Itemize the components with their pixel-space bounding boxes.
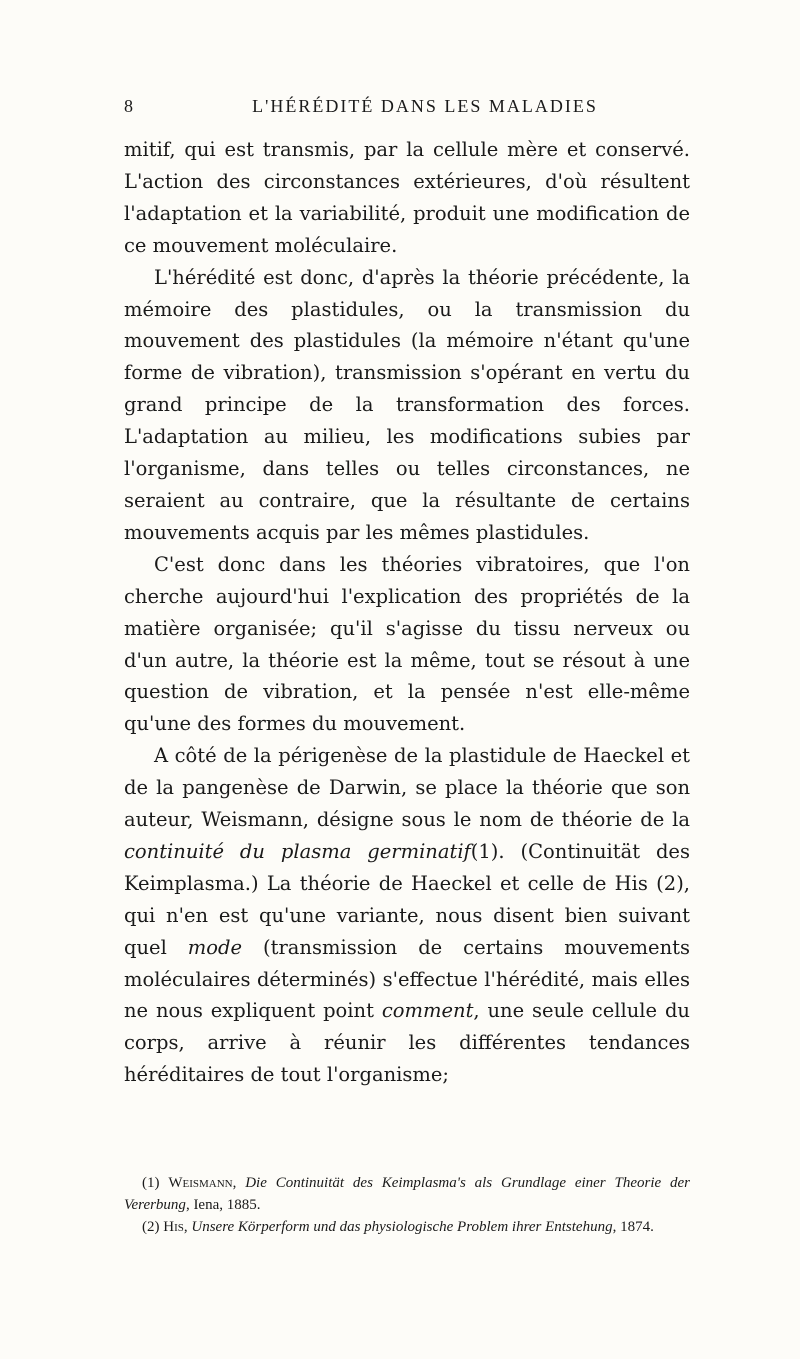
footnote-2 bbox=[124, 1216, 690, 1238]
page-header bbox=[124, 94, 690, 124]
paragraph-1: mitif, qui est transmis, par la cellule mère et conservé. L'action des circonstances extérieures, d'où résultent l'adaptation et la variabilité, produit une modification de ce mouvement moléculaire. bbox=[124, 138, 690, 257]
footnote-2-title: Unsere Körperform und das physiologische Problem ihrer Entstehung bbox=[191, 1219, 613, 1235]
paragraph-4-text-a: A côté de la périgenèse de la plastidule de Haeckel et de la pangenèse de Darwin, se place la théorie que son auteur, Weismann, désigne sous le nom de théorie de la bbox=[124, 744, 690, 832]
footnote-1-title: Die Continuität des Keimplasma's als Grundlage einer Theorie der Vererbung bbox=[124, 1175, 690, 1213]
footnotes bbox=[124, 1172, 690, 1238]
footnote-1 bbox=[124, 1172, 690, 1216]
paragraph-4-italic-term: continuité du plasma germinatif bbox=[124, 839, 471, 863]
footnote-1-author: Weismann bbox=[168, 1175, 233, 1191]
running-title: L'HÉRÉDITÉ DANS LES MALADIES bbox=[252, 96, 598, 116]
paragraph-4-italic-comment: comment bbox=[381, 999, 474, 1023]
footnote-1-rest: , Iena, 1885. bbox=[185, 1197, 261, 1213]
paragraph-4-italic-mode: mode bbox=[187, 935, 243, 959]
paragraph-4-text-b: (1). (Continuität des Keimplasma.) La théorie de Haeckel et celle de His (2), qui n'en est qu'une variante, nous disent bien suivant quel bbox=[124, 839, 690, 959]
paragraph-3: C'est donc dans les théories vibratoires, que l'on cherche aujourd'hui l'explication des propriétés de la matière organisée; qu'il s'agisse du tissu nerveux ou d'un autre, la théorie est la même, tout se résout à une question de vibration, et la pensée n'est elle-même qu'une des formes du mouvement. bbox=[124, 552, 690, 736]
page-number: 8 bbox=[124, 96, 133, 116]
footnote-1-marker: (1) bbox=[142, 1175, 169, 1191]
footnote-2-author: His bbox=[163, 1219, 184, 1235]
footnote-1-sep: , bbox=[232, 1175, 246, 1191]
paragraph-4-text-d: , une seule cellule du corps, arrive à réunir les différentes tendances héréditaires de tout l'organisme; bbox=[124, 999, 690, 1087]
footnote-2-marker: (2) bbox=[142, 1219, 164, 1235]
footnote-2-rest: , 1874. bbox=[612, 1219, 654, 1235]
paragraph-4 bbox=[124, 740, 690, 1091]
footnote-2-sep: , bbox=[183, 1219, 192, 1235]
paragraph-4-text-c: (transmission de certains mouvements moléculaires déterminés) s'effectue l'hérédité, mais elles ne nous expliquent point bbox=[124, 935, 690, 1023]
paragraph-2: L'hérédité est donc, d'après la théorie précédente, la mémoire des plastidules, ou la transmission du mouvement des plastidules (la mémoire n'étant qu'une forme de vibration), transmission s'opérant en vertu du grand principe de la transformation des forces. L'adaptation au milieu, les modifications subies par l'organisme, dans telles ou telles circonstances, ne seraient au contraire, que la résultante de certains mouvements acquis par les mêmes plastidules. bbox=[124, 265, 690, 544]
main-text bbox=[124, 134, 690, 1091]
